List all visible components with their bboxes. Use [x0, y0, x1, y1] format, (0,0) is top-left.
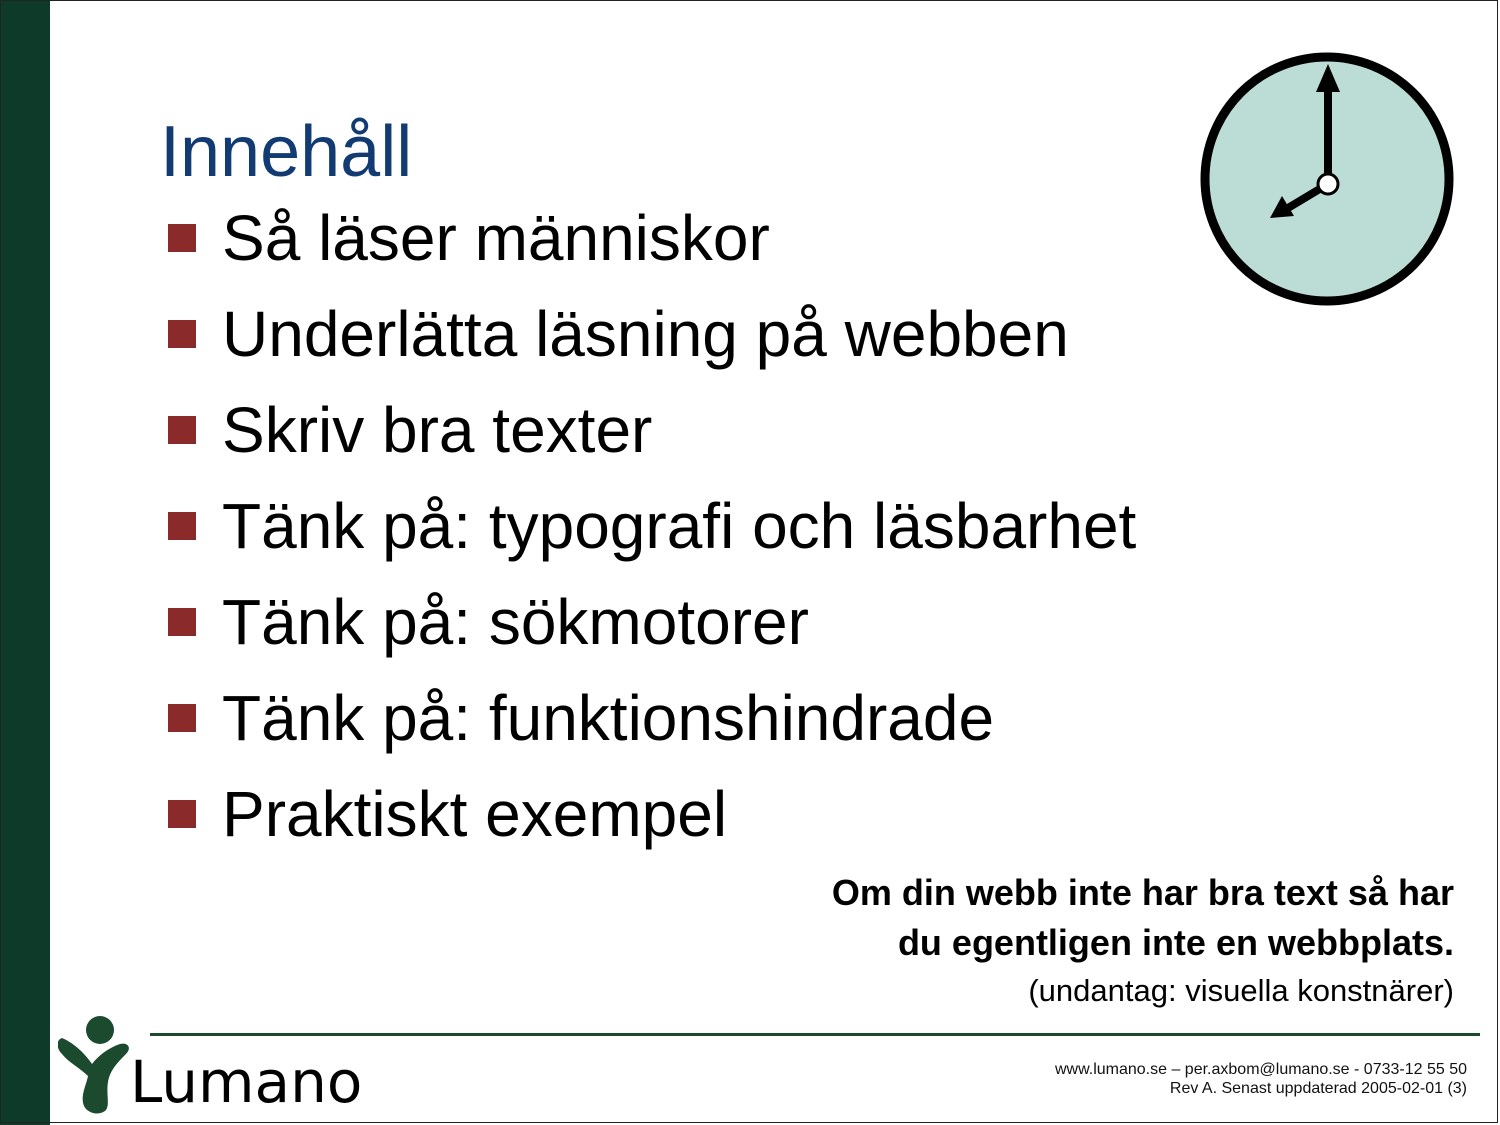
bullet-square-icon [168, 608, 196, 636]
bullet-square-icon [168, 224, 196, 252]
footer-contact: www.lumano.se – per.axbom@lumano.se - 0733-12 55 50 [1054, 1061, 1467, 1078]
quote-note: (undantag: visuella konstnärer) [1028, 973, 1454, 1008]
lumano-logo [58, 1012, 388, 1117]
list-item-label: Skriv bra texter [222, 394, 653, 466]
left-accent-bar [0, 0, 50, 1125]
list-item [168, 190, 1136, 286]
footer-revision: Rev A. Senast uppdaterad 2005-02-01 (3) [1169, 1080, 1467, 1097]
bullet-square-icon [168, 416, 196, 444]
quote-line: du egentligen inte en webbplats. [897, 922, 1454, 963]
person-icon [58, 1016, 129, 1113]
slide-title: Innehåll [160, 112, 413, 193]
clock-icon [1198, 50, 1458, 310]
list-item [168, 574, 1136, 670]
agenda-list [168, 190, 1136, 862]
list-item [168, 670, 1136, 766]
list-item [168, 766, 1136, 862]
list-item-label: Underlätta läsning på webben [222, 298, 1069, 370]
list-item [168, 382, 1136, 478]
list-item-label: Praktiskt exempel [222, 778, 728, 850]
list-item [168, 286, 1136, 382]
list-item-label: Tänk på: typografi och läsbarhet [222, 490, 1137, 562]
list-item-label: Så läser människor [222, 202, 770, 274]
list-item [168, 478, 1136, 574]
bullet-square-icon [168, 512, 196, 540]
quote-line: Om din webb inte har bra text så har [831, 872, 1454, 913]
bullet-square-icon [168, 704, 196, 732]
list-item-label: Tänk på: sökmotorer [222, 586, 809, 658]
bullet-square-icon [168, 320, 196, 348]
logo-text: Lumano [130, 1048, 363, 1116]
list-item-label: Tänk på: funktionshindrade [222, 682, 995, 754]
bullet-square-icon [168, 800, 196, 828]
quote-block [832, 868, 1454, 1014]
footer-info [1055, 1060, 1467, 1098]
